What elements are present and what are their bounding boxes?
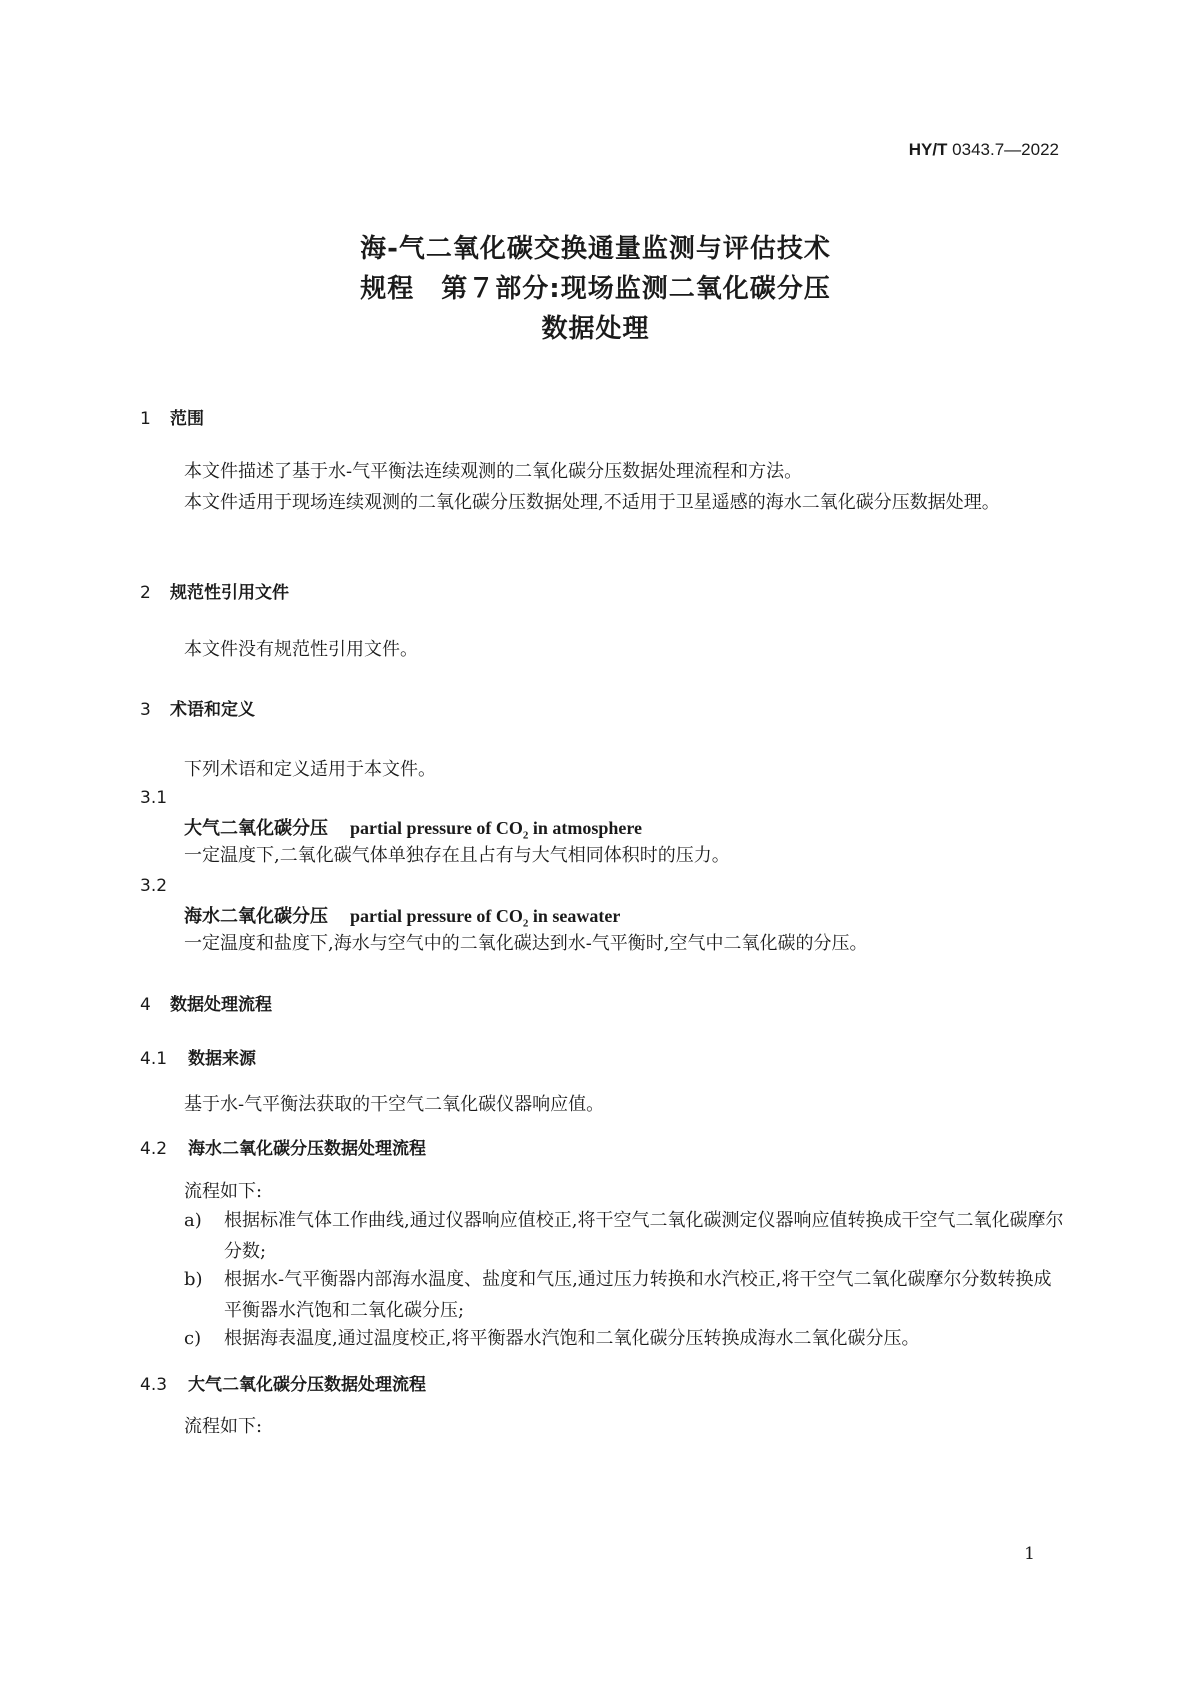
paragraph: 基于水-气平衡法获取的干空气二氧化碳仪器响应值。 — [184, 1094, 605, 1115]
section-2-heading — [140, 578, 289, 603]
subsection-4-1-heading — [140, 1044, 256, 1069]
section-number: 2 — [140, 583, 151, 603]
section-title: 数据处理流程 — [170, 995, 272, 1015]
term-definition: 一定温度和盐度下,海水与空气中的二氧化碳达到水-气平衡时,空气中二氧化碳的分压。 — [184, 933, 868, 954]
section-title: 大气二氧化碳分压数据处理流程 — [188, 1375, 426, 1395]
list-item — [184, 1264, 1064, 1326]
term-en: partial pressure of $CO_2$ in seawater — [350, 906, 621, 930]
title-line-1: 海-气二氧化碳交换通量监测与评估技术 — [360, 234, 831, 264]
paragraph: 本文件描述了基于水-气平衡法连续观测的二氧化碳分压数据处理流程和方法。 — [184, 461, 803, 482]
paragraph: 流程如下: — [184, 1416, 263, 1437]
term-zh: 海水二氧化碳分压 — [184, 906, 328, 927]
section-title: 范围 — [170, 409, 204, 429]
list-text: 根据标准气体工作曲线,通过仪器响应值校正,将干空气二氧化碳测定仪器响应值转换成干空气二氧化碳摩尔分数; — [224, 1210, 1064, 1262]
title-line-3: 数据处理 — [541, 314, 650, 344]
section-number: 4 — [140, 995, 151, 1015]
term-definition: 一定温度下,二氧化碳气体单独存在且占有与大气相同体积时的压力。 — [184, 845, 730, 866]
paragraph: 下列术语和定义适用于本文件。 — [184, 759, 436, 780]
section-number: 3 — [140, 700, 151, 720]
section-number: 4.2 — [140, 1139, 168, 1159]
section-4-heading — [140, 990, 272, 1015]
section-title: 规范性引用文件 — [170, 583, 289, 603]
standard-code — [909, 140, 1059, 160]
list-label: b) — [184, 1269, 203, 1290]
section-number: 4.3 — [140, 1375, 168, 1395]
subsection-4-3-heading — [140, 1370, 426, 1395]
list-text: 根据海表温度,通过温度校正,将平衡器水汽饱和二氧化碳分压转换成海水二氧化碳分压。 — [224, 1328, 920, 1349]
standard-number: 0343.7—2022 — [952, 140, 1059, 159]
list-text: 根据水-气平衡器内部海水温度、盐度和气压,通过压力转换和水汽校正,将干空气二氧化碳摩尔分数转换成平衡器水汽饱和二氧化碳分压; — [224, 1269, 1052, 1321]
section-3-heading — [140, 695, 255, 720]
section-title: 术语和定义 — [170, 700, 255, 720]
section-title: 数据来源 — [188, 1049, 256, 1069]
paragraph: 流程如下: — [184, 1181, 263, 1202]
subsection-4-2-heading — [140, 1134, 426, 1159]
section-number: 1 — [140, 409, 151, 429]
term-en: partial pressure of $CO_2$ in atmosphere — [350, 818, 642, 842]
paragraph: 本文件适用于现场连续观测的二氧化碳分压数据处理,不适用于卫星遥感的海水二氧化碳分压数据处理。 — [184, 492, 1000, 513]
section-number: 4.1 — [140, 1049, 168, 1069]
list-item — [184, 1205, 1064, 1267]
list-item — [184, 1323, 1064, 1354]
title-line-2: 规程 第７部分:现场监测二氧化碳分压 — [360, 274, 831, 304]
page-number: 1 — [1024, 1544, 1035, 1564]
section-1-heading — [140, 404, 204, 429]
list-label: c) — [184, 1328, 202, 1349]
term-number: 3.1 — [140, 788, 168, 808]
section-title: 海水二氧化碳分压数据处理流程 — [188, 1139, 426, 1159]
term-title — [184, 814, 642, 842]
term-title — [184, 902, 620, 930]
standard-prefix: HY/T — [908, 140, 948, 159]
paragraph: 本文件没有规范性引用文件。 — [184, 639, 418, 660]
term-zh: 大气二氧化碳分压 — [184, 818, 328, 839]
list-label: a) — [184, 1210, 202, 1231]
term-number: 3.2 — [140, 876, 168, 896]
